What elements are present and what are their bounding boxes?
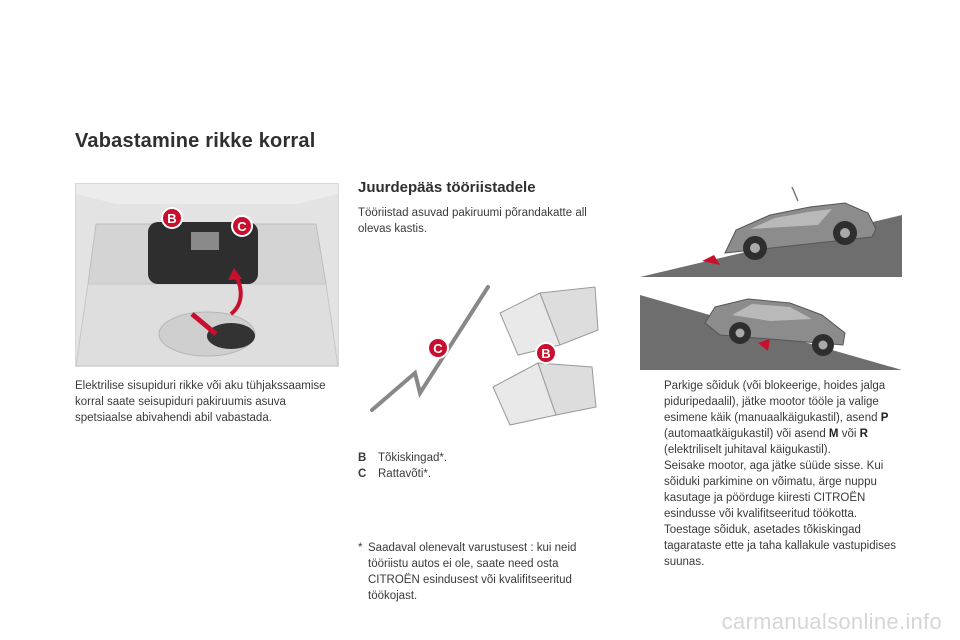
car-uphill-illustration (640, 185, 902, 277)
photo-label-b: B (167, 211, 177, 226)
page-title: Vabastamine rikke korral (75, 130, 316, 152)
section-heading: Juurdepääs tööriistadele (358, 179, 536, 196)
legend-text: Tõkiskingad*. (378, 452, 448, 464)
footnote (358, 540, 608, 604)
step-item: Parkige sõiduk (või blokeerige, hoides jalga piduripedaalil), jätke mootor tööle ja valige esimene käik (manuaalkäigukastil), asend P (automaatkäigukastil) või asend M või R (elektriliselt juhitaval käigukastil). (640, 378, 910, 458)
legend (358, 450, 608, 482)
trunk-photo (75, 183, 339, 367)
car-downhill-illustration (640, 295, 902, 370)
step-item: Seisake mootor, aga jätke süüde sisse. Kui sõiduki parkimine on võimatu, ärge nuppu kasutage ja pöörduge kiiresti CITROËN esindusse või kvalifitseeritud töökotta. (640, 458, 910, 522)
bullet-icon (640, 522, 664, 570)
tools-illustration (360, 275, 615, 435)
legend-letter: B (358, 452, 367, 464)
footnote-text: Saadaval olenevalt varustusest : kui neid tööriistu autos ei ole, saate need osta CITROËN esindusest või kvalifitseeritud töökojast. (368, 542, 577, 602)
watermark[interactable]: carmanualsonline.info (721, 609, 942, 634)
intro-paragraph: Elektrilise sisupiduri rikke või aku tühjakssaamise korral saate seisupiduri pakiruumis asuva spetsiaalse abivahendi abil vabastada. (75, 380, 326, 424)
legend-item-b (358, 450, 608, 466)
legend-item-c (358, 466, 608, 482)
bullet-icon (640, 378, 664, 458)
photo-label-c: C (237, 219, 247, 234)
legend-letter: C (358, 468, 367, 480)
section-intro: Tööriistad asuvad pakiruumi põrandakatte all olevas kastis. (358, 207, 587, 235)
instruction-steps (640, 378, 910, 570)
legend-text: Rattavõti*. (378, 468, 432, 480)
tool-label-b: B (541, 346, 551, 361)
trunk-illustration (76, 184, 338, 366)
step-item: Toestage sõiduk, asetades tõkiskingad tagarataste ette ja taha kallakule vastupidises suunas. (640, 522, 910, 570)
bullet-icon (640, 458, 664, 522)
tool-label-c: C (433, 341, 443, 356)
footnote-star: * (358, 542, 363, 554)
